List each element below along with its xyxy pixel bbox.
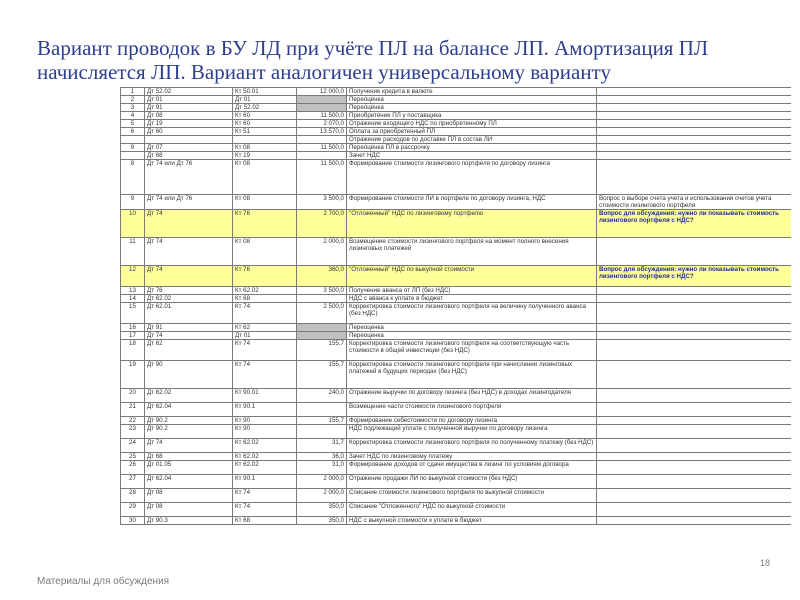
credit-account: Кт 74 xyxy=(233,489,297,503)
amount: 2 700,0 xyxy=(297,210,347,238)
postings-grid xyxy=(120,87,791,525)
debit-account: Дт 62.02 xyxy=(145,389,233,403)
operation-description: Отражение продажи ЛИ по выкупной стоимости (без НДС) xyxy=(347,475,597,489)
note xyxy=(597,332,792,340)
operation-description: Получение аванса от ЛП (без НДС) xyxy=(347,287,597,295)
debit-account: Дт 91 xyxy=(145,324,233,332)
amount: 31,0 xyxy=(297,461,347,475)
debit-account: Дт 74 xyxy=(145,332,233,340)
amount: 240,0 xyxy=(297,389,347,403)
note xyxy=(597,453,792,461)
credit-account: Дт 01 xyxy=(233,332,297,340)
operation-description: Корректировка стоимости лизингового портфеля на соответствующую часть стоимости в общей инвестиции (без НДС) xyxy=(347,340,597,361)
row-number: 18 xyxy=(121,340,145,361)
credit-account: Кт 90 xyxy=(233,417,297,425)
operation-description: Отражение выручки по договору лизинга (без НДС) в доходах лизингодателя xyxy=(347,389,597,403)
table-row xyxy=(121,152,792,160)
table-row xyxy=(121,475,792,489)
note xyxy=(597,238,792,266)
debit-account: Дт 74 xyxy=(145,439,233,453)
row-number: 14 xyxy=(121,295,145,303)
row-number: 3 xyxy=(121,104,145,112)
amount: 36,0 xyxy=(297,453,347,461)
debit-account: Дт 68 xyxy=(145,152,233,160)
amount: 2 000,0 xyxy=(297,475,347,489)
note xyxy=(597,461,792,475)
amount: 11 500,0 xyxy=(297,112,347,120)
table-row xyxy=(121,104,792,112)
table-row xyxy=(121,389,792,403)
credit-account: Дт 52.02 xyxy=(233,104,297,112)
debit-account: Дт 52.02 xyxy=(145,88,233,96)
credit-account: Кт 62.02 xyxy=(233,453,297,461)
debit-account: Дт 90.2 xyxy=(145,417,233,425)
debit-account: Дт 62.02 xyxy=(145,295,233,303)
debit-account: Дт 74 xyxy=(145,238,233,266)
amount xyxy=(297,403,347,417)
table-row xyxy=(121,340,792,361)
note xyxy=(597,96,792,104)
row-number: 4 xyxy=(121,112,145,120)
row-number: 9 xyxy=(121,195,145,210)
row-number: 22 xyxy=(121,417,145,425)
row-number: 26 xyxy=(121,461,145,475)
credit-account xyxy=(233,136,297,144)
credit-account: Кт 62.02 xyxy=(233,461,297,475)
row-number: 15 xyxy=(121,303,145,324)
operation-description: Переоценка xyxy=(347,332,597,340)
note xyxy=(597,361,792,389)
operation-description: Корректировка стоимости лизингового портфеля на величину полученного аванса (без НДС) xyxy=(347,303,597,324)
table-row xyxy=(121,128,792,136)
row-number: 30 xyxy=(121,517,145,525)
credit-account: Кт 68 xyxy=(233,517,297,525)
debit-account: Дт 62.01 xyxy=(145,303,233,324)
operation-description: Корректировка стоимости лизингового портфеля по полученному платежу (без НДС) xyxy=(347,439,597,453)
debit-account: Дт 74 xyxy=(145,266,233,287)
amount: 2 500,0 xyxy=(297,303,347,324)
note xyxy=(597,340,792,361)
operation-description: НДС с аванса к уплате в бюджет xyxy=(347,295,597,303)
amount: 13 570,0 xyxy=(297,128,347,136)
credit-account: Кт 60 xyxy=(233,112,297,120)
operation-description: Переоценка xyxy=(347,96,597,104)
operation-description: Получение кредита в валюте xyxy=(347,88,597,96)
debit-account: Дт 62.04 xyxy=(145,475,233,489)
row-number: 10 xyxy=(121,210,145,238)
note xyxy=(597,144,792,152)
table-row xyxy=(121,417,792,425)
operation-description: Отражение входящего НДС по приобретенному ПЛ xyxy=(347,120,597,128)
note xyxy=(597,439,792,453)
note xyxy=(597,303,792,324)
amount: 155,7 xyxy=(297,417,347,425)
amount xyxy=(297,295,347,303)
row-number: 9 xyxy=(121,144,145,152)
credit-account: Кт 08 xyxy=(233,238,297,266)
amount: 11 500,0 xyxy=(297,160,347,195)
debit-account: Дт 68 xyxy=(145,453,233,461)
debit-account: Дт 19 xyxy=(145,120,233,128)
table-row xyxy=(121,453,792,461)
credit-account: Кт 08 xyxy=(233,160,297,195)
note xyxy=(597,425,792,439)
row-number: 13 xyxy=(121,287,145,295)
table-row xyxy=(121,332,792,340)
credit-account: Кт 51 xyxy=(233,128,297,136)
amount xyxy=(297,324,347,332)
debit-account: Дт 90 xyxy=(145,361,233,389)
note xyxy=(597,295,792,303)
row-number: 6 xyxy=(121,128,145,136)
row-number: 8 xyxy=(121,160,145,195)
amount xyxy=(297,96,347,104)
debit-account: Дт 74 или Дт 76 xyxy=(145,160,233,195)
amount: 31,7 xyxy=(297,439,347,453)
amount: 350,0 xyxy=(297,503,347,517)
operation-description: Возмещение части стоимости лизингового портфеля xyxy=(347,403,597,417)
table-row xyxy=(121,503,792,517)
row-number: 5 xyxy=(121,120,145,128)
row-number: 27 xyxy=(121,475,145,489)
table-row xyxy=(121,439,792,453)
note: Вопрос для обсуждения: нужно ли показывать стоимость лизингового портфеля с НДС? xyxy=(597,266,792,287)
row-number: 1 xyxy=(121,88,145,96)
postings-table xyxy=(120,87,791,567)
operation-description: НДС подлежащий уплате с полученной выручки по договору лизинга xyxy=(347,425,597,439)
row-number: 12 xyxy=(121,266,145,287)
credit-account: Кт 08 xyxy=(233,195,297,210)
credit-account: Кт 62.02 xyxy=(233,439,297,453)
amount xyxy=(297,152,347,160)
table-row xyxy=(121,324,792,332)
note xyxy=(597,128,792,136)
operation-description: НДС с выкупной стоимости к уплате в бюджет xyxy=(347,517,597,525)
note: Вопрос о выборе счета учета и использования счетов учета стоимости лизингового портфеля xyxy=(597,195,792,210)
table-row xyxy=(121,461,792,475)
table-row xyxy=(121,136,792,144)
amount: 155,7 xyxy=(297,361,347,389)
credit-account: Кт 62.02 xyxy=(233,287,297,295)
row-number: 2 xyxy=(121,96,145,104)
row-number: 25 xyxy=(121,453,145,461)
credit-account: Кт 76 xyxy=(233,210,297,238)
table-row xyxy=(121,144,792,152)
credit-account: Кт 90.1 xyxy=(233,475,297,489)
debit-account: Дт 74 или Дт 76 xyxy=(145,195,233,210)
table-row xyxy=(121,88,792,96)
row-number: 29 xyxy=(121,503,145,517)
table-row xyxy=(121,195,792,210)
operation-description: "Отложенный" НДС по лизинговому портфелю xyxy=(347,210,597,238)
debit-account: Дт 62 xyxy=(145,340,233,361)
row-number: 21 xyxy=(121,403,145,417)
credit-account: Кт 76 xyxy=(233,266,297,287)
table-row xyxy=(121,517,792,525)
table-row xyxy=(121,96,792,104)
debit-account: Дт 90.3 xyxy=(145,517,233,525)
credit-account: Кт 19 xyxy=(233,152,297,160)
note xyxy=(597,475,792,489)
credit-account: Кт 74 xyxy=(233,361,297,389)
debit-account: Дт 01.05 xyxy=(145,461,233,475)
note xyxy=(597,489,792,503)
amount xyxy=(297,332,347,340)
operation-description: Формирование себестоимости по договору лизинга xyxy=(347,417,597,425)
row-number xyxy=(121,136,145,144)
note xyxy=(597,136,792,144)
debit-account: Дт 62.04 xyxy=(145,403,233,417)
credit-account: Кт 60 xyxy=(233,120,297,128)
debit-account xyxy=(145,136,233,144)
operation-description: Формирование доходов от сдачи имущества в лизинг по условиям договора xyxy=(347,461,597,475)
credit-account: Кт 62 xyxy=(233,324,297,332)
amount: 155,7 xyxy=(297,340,347,361)
operation-description: Переоценка xyxy=(347,104,597,112)
credit-account: Кт 90.01 xyxy=(233,389,297,403)
table-row xyxy=(121,112,792,120)
debit-account: Дт 08 xyxy=(145,503,233,517)
row-number: 24 xyxy=(121,439,145,453)
amount: 3 500,0 xyxy=(297,195,347,210)
operation-description: Корректировка стоимости лизингового портфеля при начислении лизинговых платежей в будущих периодах (без НДС) xyxy=(347,361,597,389)
operation-description: Зачет НДС по лизинговому платежу xyxy=(347,453,597,461)
debit-account: Дт 08 xyxy=(145,112,233,120)
footer-text: Материалы для обсуждения xyxy=(37,576,170,587)
note xyxy=(597,417,792,425)
amount: 360,0 xyxy=(297,266,347,287)
note xyxy=(597,112,792,120)
debit-account: Дт 60 xyxy=(145,128,233,136)
amount: 2 070,0 xyxy=(297,120,347,128)
row-number: 17 xyxy=(121,332,145,340)
row-number: 28 xyxy=(121,489,145,503)
debit-account: Дт 76 xyxy=(145,287,233,295)
table-row xyxy=(121,403,792,417)
row-number: 23 xyxy=(121,425,145,439)
note xyxy=(597,160,792,195)
amount: 2 000,0 xyxy=(297,489,347,503)
slide-title: Вариант проводок в БУ ЛД при учёте ПЛ на балансе ЛП. Амортизация ПЛ начисляется ЛП. Вариант аналогичен универсальному варианту xyxy=(37,36,709,84)
credit-account: Кт 74 xyxy=(233,303,297,324)
table-row xyxy=(121,120,792,128)
note xyxy=(597,389,792,403)
credit-account: Кт 74 xyxy=(233,340,297,361)
note xyxy=(597,152,792,160)
note: Вопрос для обсуждения: нужно ли показывать стоимость лизингового портфеля с НДС? xyxy=(597,210,792,238)
row-number: 16 xyxy=(121,324,145,332)
table-row xyxy=(121,160,792,195)
table-row xyxy=(121,266,792,287)
table-row xyxy=(121,303,792,324)
operation-description: Переоценка ПЛ в рассрочку xyxy=(347,144,597,152)
row-number xyxy=(121,152,145,160)
amount: 12 000,0 xyxy=(297,88,347,96)
amount xyxy=(297,136,347,144)
debit-account: Дт 91 xyxy=(145,104,233,112)
page-number: 18 xyxy=(760,558,771,568)
row-number: 11 xyxy=(121,238,145,266)
amount: 2 000,0 xyxy=(297,238,347,266)
credit-account: Кт 68 xyxy=(233,295,297,303)
debit-account: Дт 08 xyxy=(145,489,233,503)
row-number: 19 xyxy=(121,361,145,389)
note xyxy=(597,88,792,96)
note xyxy=(597,104,792,112)
debit-account: Дт 01 xyxy=(145,96,233,104)
credit-account: Кт 50.01 xyxy=(233,88,297,96)
amount xyxy=(297,425,347,439)
debit-account: Дт 07 xyxy=(145,144,233,152)
note xyxy=(597,120,792,128)
operation-description: Зачет НДС xyxy=(347,152,597,160)
operation-description: Возмещение стоимости лизингового портфеля на момент полного внесения лизинговых платежей xyxy=(347,238,597,266)
row-number: 20 xyxy=(121,389,145,403)
credit-account: Кт 74 xyxy=(233,503,297,517)
operation-description: Списание "Отложенного" НДС по выкупной стоимости xyxy=(347,503,597,517)
note xyxy=(597,403,792,417)
operation-description: Оплата за приобретенный ПЛ xyxy=(347,128,597,136)
note xyxy=(597,287,792,295)
amount: 3 500,0 xyxy=(297,287,347,295)
operation-description: Отражение расходов по доставке ПЛ в состав ЛИ xyxy=(347,136,597,144)
note xyxy=(597,324,792,332)
debit-account: Дт 90.2 xyxy=(145,425,233,439)
amount xyxy=(297,104,347,112)
amount: 350,0 xyxy=(297,517,347,525)
table-row xyxy=(121,210,792,238)
table-row xyxy=(121,361,792,389)
operation-description: "Отложенный" НДС по выкупной стоимости xyxy=(347,266,597,287)
operation-description: Списание стоимости лизингового портфеля по выкупной стоимости xyxy=(347,489,597,503)
debit-account: Дт 74 xyxy=(145,210,233,238)
amount: 11 500,0 xyxy=(297,144,347,152)
credit-account: Кт 90 xyxy=(233,425,297,439)
table-row xyxy=(121,425,792,439)
credit-account: Кт 08 xyxy=(233,144,297,152)
table-row xyxy=(121,295,792,303)
table-row xyxy=(121,238,792,266)
note xyxy=(597,517,792,525)
operation-description: Переоценка xyxy=(347,324,597,332)
note xyxy=(597,503,792,517)
table-row xyxy=(121,489,792,503)
operation-description: Формирование стоимости лизингового портфеля по договору лизинга xyxy=(347,160,597,195)
operation-description: Формирование стоимости ЛИ в портфеле по договору лизинга, НДС xyxy=(347,195,597,210)
operation-description: Приобретение ПЛ у поставщика xyxy=(347,112,597,120)
credit-account: Дт 01 xyxy=(233,96,297,104)
table-row xyxy=(121,287,792,295)
credit-account: Кт 90.1 xyxy=(233,403,297,417)
